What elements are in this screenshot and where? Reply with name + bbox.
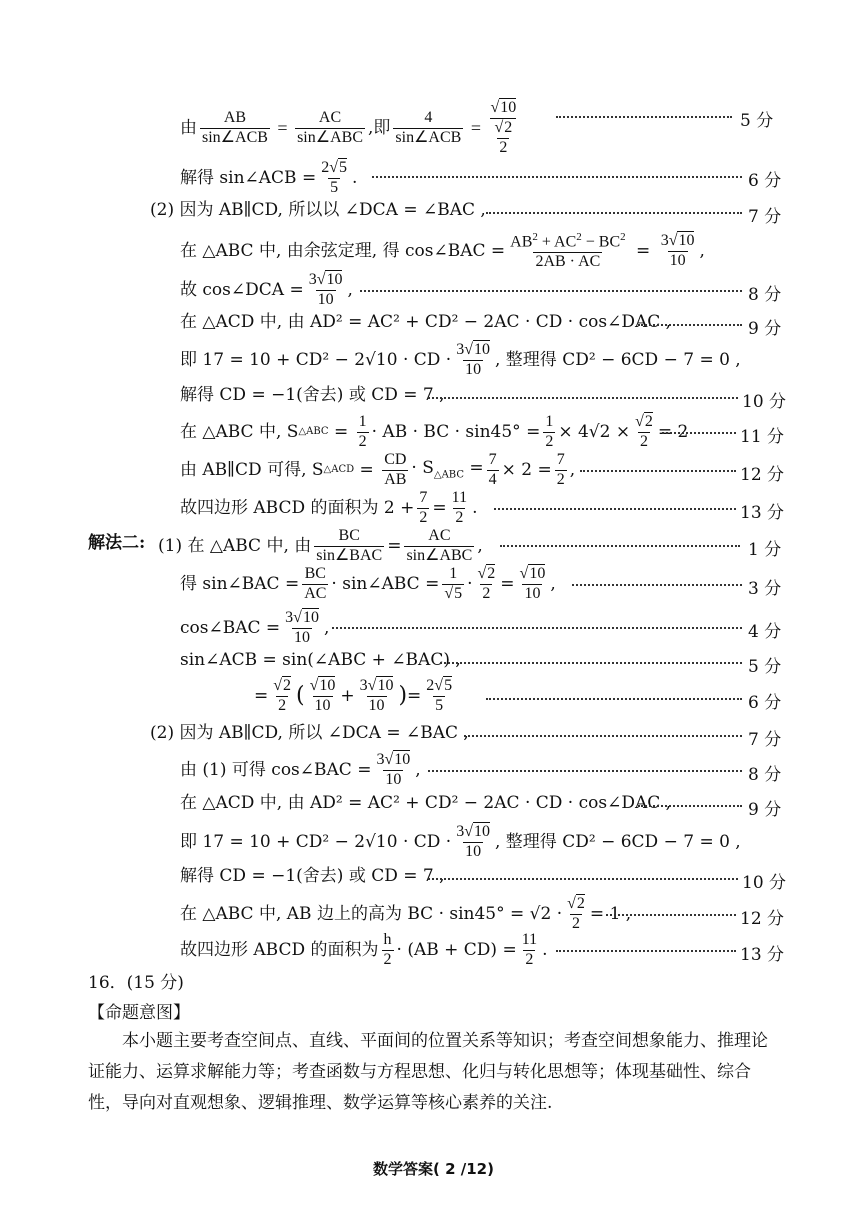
score: 5 分 — [748, 657, 782, 677]
score: 10 分 — [742, 873, 787, 893]
leader-dots — [486, 212, 742, 214]
frac-sqrt10-sqrt2: $\frac{√10}{\frac{√2}{2}}$ — [490, 99, 517, 156]
intent-heading: 【命题意图】 — [88, 1003, 190, 1023]
intent-paragraph: 本小题主要考查空间点、直线、平面间的位置关系等知识；考查空间想象能力、推理论证能力、运算求解能力等；考查函数与方程思想、化归与转化思想等；体现基础性、综合性，导向对直观想象、逻辑推理、数学运算等核心素养的关注. — [88, 1031, 768, 1113]
line-m2-sine-law: (1) 在 △ABC 中, 由 $\frac{BC}{\text{sin∠BAC}}$ = $\frac{AC}{\text{sin∠ABC}}$ , — [158, 527, 483, 564]
score: 5 分 — [740, 111, 774, 131]
leader-dots — [486, 698, 742, 700]
line-equation: 即 17 = 10 + CD² − 2√10 · CD · $\frac{3√10}{10}$ , 整理得 CD² − 6CD − 7 = 0 , — [180, 341, 741, 378]
question-16-title: 16．(15 分) — [88, 973, 184, 993]
score: 3 分 — [748, 579, 782, 599]
line-cos-dca: 故 cos∠DCA = $\frac{3√10}{10}$ , — [180, 271, 353, 308]
line-m2-cos-bac: cos∠BAC = $\frac{3√10}{10}$ , — [180, 609, 330, 646]
leader-dots — [332, 627, 742, 629]
leader-dots — [464, 735, 742, 737]
score: 1 分 — [748, 540, 782, 560]
score: 6 分 — [748, 171, 782, 191]
line-m2-result: = $\frac{√2}{2}$ ( $\frac{√10}{10}$ + $\frac{3√10}{10}$ ) = $\frac{2√5}{5}$ — [254, 677, 453, 714]
line-m2-solve-cd: 解得 CD = −1(舍去) 或 CD = 7 , — [180, 866, 445, 886]
page-footer: 数学答案( 2 /12) — [373, 1160, 494, 1178]
leader-dots — [662, 432, 736, 434]
line-cosine-law: 在 △ABC 中, 由余弦定理, 得 cos∠BAC = $\frac{AB^2 + AC^2 - BC^2}{2AB \cdot AC}$ = $\frac{3√10}{10}$ , — [180, 231, 705, 271]
frac-ac-sinabc: $\frac{AC}{\text{sin∠ABC}}$ — [297, 108, 363, 146]
leader-dots — [428, 397, 738, 399]
leader-dots — [580, 470, 736, 472]
score: 12 分 — [740, 465, 785, 485]
line-m2-equation: 即 17 = 10 + CD² − 2√10 · CD · $\frac{3√10}{10}$ , 整理得 CD² − 6CD − 7 = 0 , — [180, 823, 741, 860]
line-ratio: 由 $\frac{AB}{\text{sin∠ACB}}$ = $\frac{AC}{\text{sin∠ABC}}$ ,即 $\frac{4}{\text{sin∠ACB}}$ = $\frac{√10}{\frac{√2}{2}}$ — [180, 99, 517, 156]
score: 9 分 — [748, 319, 782, 339]
leader-dots — [606, 914, 736, 916]
line-solve-cd: 解得 CD = −1(舍去) 或 CD = 7 , — [180, 385, 445, 405]
line-m2-height: 在 △ABC 中, AB 边上的高为 BC · sin45° = √2 · $\frac{√2}{2}$ = 1 , — [180, 895, 632, 932]
score: 7 分 — [748, 207, 782, 227]
leader-dots — [638, 324, 742, 326]
score: 13 分 — [740, 503, 785, 523]
line-m2-part2: (2) 因为 AB∥CD, 所以 ∠DCA = ∠BAC , — [150, 723, 469, 743]
score: 12 分 — [740, 909, 785, 929]
frac-ab-sinacb: $\frac{AB}{\text{sin∠ACB}}$ — [202, 108, 268, 146]
leader-dots — [556, 950, 736, 952]
leader-dots — [556, 116, 732, 118]
line-m2-area-total: 故四边形 ABCD 的面积为 $\frac{h}{2}$ · (AB + CD) = $\frac{11}{2}$ . — [180, 931, 548, 968]
score: 13 分 — [740, 945, 785, 965]
leader-dots — [372, 176, 742, 178]
line-m2-cos-bac-2: 由 (1) 可得 cos∠BAC = $\frac{3√10}{10}$ , — [180, 751, 421, 788]
line-m2-law-acd: 在 △ACD 中, 由 AD² = AC² + CD² − 2AC · CD · cos∠DAC , — [180, 793, 672, 813]
leader-dots — [428, 878, 738, 880]
line-law-acd: 在 △ACD 中, 由 AD² = AC² + CD² − 2AC · CD · cos∠DAC , — [180, 312, 672, 332]
leader-dots — [428, 770, 742, 772]
leader-dots — [360, 290, 742, 292]
score: 7 分 — [748, 730, 782, 750]
frac-4-sinacb: $\frac{4}{\text{sin∠ACB}}$ — [395, 108, 462, 146]
score: 8 分 — [748, 285, 782, 305]
score: 6 分 — [748, 693, 782, 713]
line-area-total: 故四边形 ABCD 的面积为 2 + $\frac{7}{2}$ = $\frac{11}{2}$ . — [180, 489, 478, 526]
score: 8 分 — [748, 765, 782, 785]
line-area-abc: 在 △ABC 中, S △ABC = $\frac{1}{2}$ · AB · BC · sin45° = $\frac{1}{2}$ × 4√2 × $\frac{√2}{2}$ = 2 — [180, 413, 689, 450]
score: 9 分 — [748, 800, 782, 820]
line-sin-acb: 解得 sin∠ACB = $\frac{2√5}{5}$ . — [180, 159, 358, 196]
leader-dots — [440, 662, 742, 664]
line-area-acd: 由 AB∥CD 可得, S △ACD = $\frac{CD}{AB}$ · $S_{\triangle ABC}$ = $\frac{7}{4}$ × 2 = $\frac{7}{2}$ , — [180, 451, 576, 488]
leader-dots — [638, 805, 742, 807]
line-m2-sin-bac: 得 sin∠BAC = $\frac{BC}{AC}$ · sin∠ABC = $\frac{1}{√5}$ · $\frac{√2}{2}$ = $\frac{√10}{10}$ , — [180, 565, 556, 602]
score: 10 分 — [742, 392, 787, 412]
score: 11 分 — [740, 427, 785, 447]
line-part2: (2) 因为 AB∥CD, 所以以 ∠DCA = ∠BAC , — [150, 200, 486, 220]
method2-label: 解法二: — [88, 533, 146, 553]
leader-dots — [572, 584, 742, 586]
line-m2-sin-acb: sin∠ACB = sin(∠ABC + ∠BAC) , — [180, 650, 461, 670]
leader-dots — [494, 508, 736, 510]
score: 4 分 — [748, 622, 782, 642]
leader-dots — [500, 545, 740, 547]
